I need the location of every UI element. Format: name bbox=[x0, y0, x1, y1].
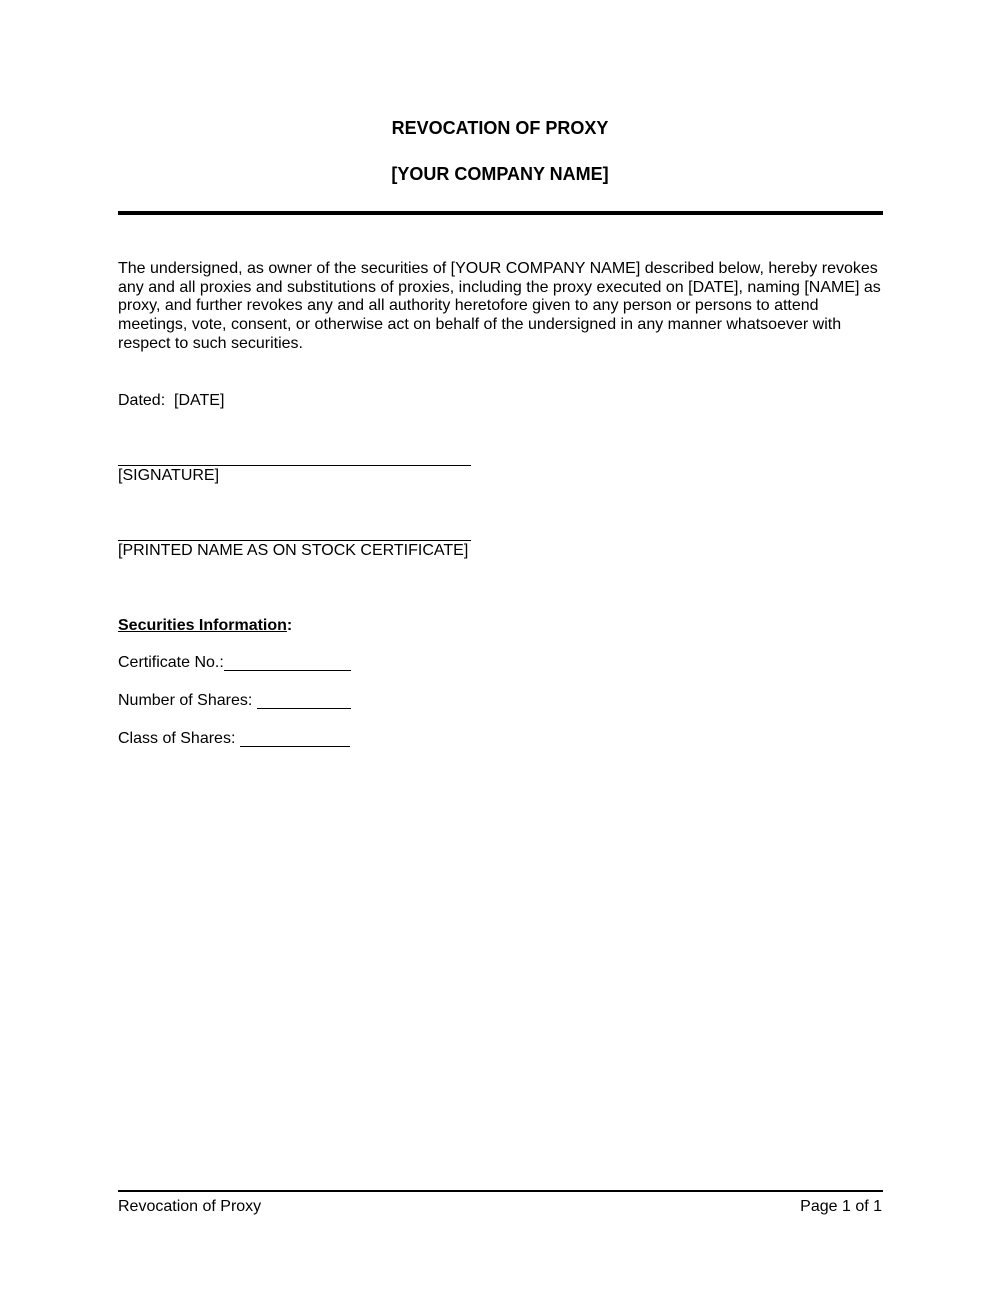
certificate-blank bbox=[224, 653, 351, 671]
shares-label: Number of Shares: bbox=[118, 692, 253, 709]
dated-value: [DATE] bbox=[174, 392, 225, 409]
document-title: REVOCATION OF PROXY bbox=[391, 118, 609, 138]
printed-name-label: [PRINTED NAME AS ON STOCK CERTIFICATE] bbox=[118, 542, 469, 559]
class-label: Class of Shares: bbox=[118, 730, 236, 747]
dated-line bbox=[118, 391, 224, 411]
dated-label: Dated: bbox=[118, 392, 166, 409]
certificate-field bbox=[118, 653, 351, 673]
shares-field bbox=[118, 691, 351, 711]
company-name-heading: [YOUR COMPANY NAME] bbox=[391, 164, 609, 184]
shares-blank bbox=[257, 691, 351, 709]
class-blank bbox=[240, 729, 350, 747]
class-field bbox=[118, 729, 350, 749]
title-divider bbox=[118, 211, 883, 215]
securities-heading-text: Securities Information bbox=[118, 617, 287, 634]
footer-divider bbox=[118, 1190, 883, 1192]
revocation-paragraph: The undersigned, as owner of the securities of [YOUR COMPANY NAME] described below, hereby revokes any and all proxies and substitutions of proxies, including the proxy executed on [DATE], naming [NAME] as proxy, and further revokes any and all authority heretofore given to any person or persons to attend meetings, vote, consent, or otherwise act on behalf of the undersigned in any manner whatsoever with respect to such securities. bbox=[118, 260, 881, 352]
certificate-label: Certificate No.: bbox=[118, 654, 224, 671]
signature-label: [SIGNATURE] bbox=[118, 467, 220, 484]
footer-page-number: Page 1 of 1 bbox=[800, 1198, 882, 1215]
securities-heading bbox=[118, 616, 292, 636]
footer-document-name: Revocation of Proxy bbox=[118, 1198, 262, 1215]
securities-heading-colon: : bbox=[286, 617, 293, 634]
